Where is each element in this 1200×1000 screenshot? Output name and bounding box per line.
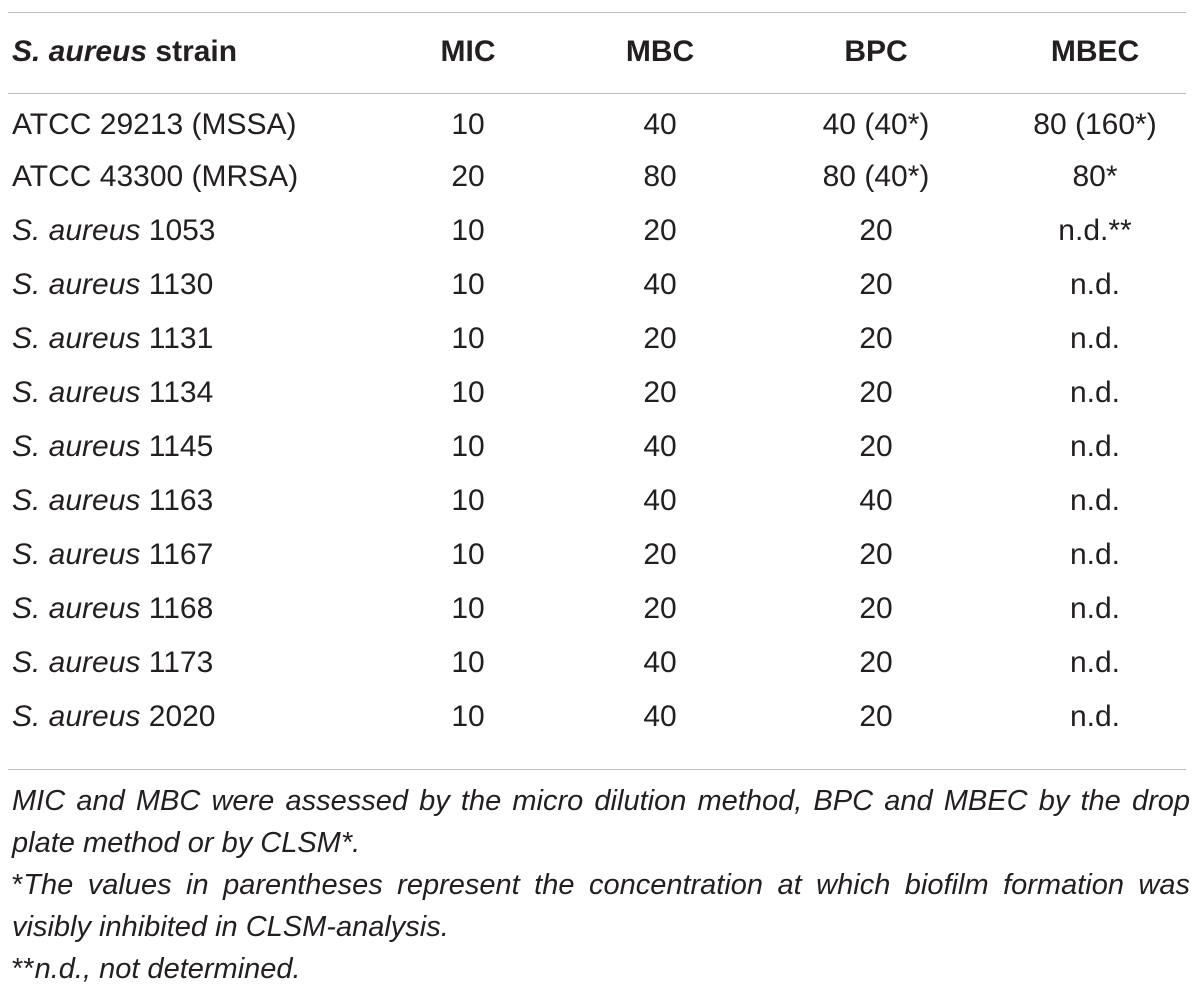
header-strain-word: strain [147,35,238,68]
strain-id: 1173 [140,646,214,679]
cell-mbc: 20 [643,538,677,571]
cell-bpc: 20 [859,214,893,247]
cell-strain [12,690,364,744]
cell-mic: 10 [451,430,485,463]
cell-mic: 10 [451,322,485,355]
header-mbec: MBEC [1050,35,1140,68]
cell-mbc: 20 [643,214,677,247]
cell-mbec: n.d. [1069,646,1121,679]
cell-mbec: n.d. [1069,268,1121,301]
cell-bpc: 40 (40*) [822,107,930,141]
cell-bpc: 20 [859,592,893,625]
cell-strain [12,150,364,204]
cell-mbc: 80 [643,160,677,193]
cell-mbc: 40 [643,484,677,517]
strain-id: 1145 [140,430,214,463]
cell-bpc: 20 [859,538,893,571]
strain-species: S. aureus [12,646,141,679]
cell-mic: 10 [451,592,485,625]
cell-mbec: n.d. [1069,538,1121,571]
cell-strain [12,258,364,312]
strain-id: 1053 [140,214,216,247]
table-header [12,22,1186,99]
header-row [12,22,1186,82]
strain-species: S. aureus [12,214,141,247]
cell-bpc: 20 [859,430,893,463]
strain-id: 1131 [140,322,214,355]
strain-id: 1163 [140,484,214,517]
cell-strain [12,366,364,420]
strain-species: S. aureus [12,268,141,301]
cell-mbec: n.d. [1069,430,1121,463]
cell-mbec: n.d.** [1058,214,1132,247]
footnote-methods: MIC and MBC were assessed by the micro dilution method, BPC and MBEC by the drop plate method or by CLSM*. [12,785,1190,859]
cell-mbec: n.d. [1069,700,1121,733]
cell-strain [12,420,364,474]
table-footnotes [12,780,1190,990]
header-mbc: MBC [625,35,695,68]
cell-bpc: 20 [859,322,893,355]
table-row [12,420,1186,474]
strain-id: 1130 [140,268,214,301]
cell-mic: 10 [451,107,485,141]
cell-bpc: 20 [859,700,893,733]
cell-mbc: 20 [643,322,677,355]
cell-mbec: n.d. [1069,376,1121,409]
cell-mbc: 40 [643,268,677,301]
cell-strain [12,474,364,528]
cell-mic: 10 [451,538,485,571]
cell-mbec: 80 (160*) [1033,107,1157,141]
cell-bpc: 20 [859,268,893,301]
strain-species: S. aureus [12,430,141,463]
table-row [12,528,1186,582]
footnote-nd [12,948,1190,990]
cell-mic: 10 [451,268,485,301]
cell-bpc: 40 [859,484,893,517]
cell-strain [12,99,364,150]
strain-species: S. aureus [12,376,141,409]
strain-id: 1167 [140,538,214,571]
table-row [12,150,1186,204]
cell-mbc: 40 [643,107,677,141]
strain-susceptibility-table [12,22,1186,744]
cell-mic: 10 [451,646,485,679]
header-strain [12,22,364,82]
strain-species: S. aureus [12,592,141,625]
table-top-rule [8,12,1186,13]
table-row [12,204,1186,258]
cell-bpc: 20 [859,646,893,679]
table-row [12,366,1186,420]
strain-id: ATCC 29213 (MSSA) [12,107,297,141]
table-row [12,474,1186,528]
footnote-parentheses-mark: * [12,869,24,901]
cell-strain [12,204,364,258]
table-row [12,690,1186,744]
footnote-nd-text: n.d., not determined. [34,953,301,985]
table-body [12,99,1186,744]
strain-id: ATCC 43300 (MRSA) [12,160,299,193]
cell-bpc: 20 [859,376,893,409]
cell-mbc: 40 [643,430,677,463]
footnote-nd-mark: ** [12,953,35,985]
cell-strain [12,582,364,636]
header-mic: MIC [440,35,496,68]
footnote-parentheses [12,864,1190,948]
strain-species: S. aureus [12,538,141,571]
table-row [12,312,1186,366]
cell-mic: 10 [451,700,485,733]
cell-mic: 10 [451,214,485,247]
header-strain-species: S. aureus [12,35,148,68]
strain-id: 1168 [140,592,214,625]
strain-id: 2020 [140,700,216,733]
strain-species: S. aureus [12,700,141,733]
strain-id: 1134 [140,376,214,409]
header-bpc: BPC [844,35,908,68]
cell-strain [12,636,364,690]
cell-mbc: 20 [643,592,677,625]
footnote-parentheses-text: The values in parentheses represent the concentration at which biofilm formation was visibly inhibited in CLSM-analysis. [12,869,1190,943]
cell-mbec: n.d. [1069,484,1121,517]
cell-strain [12,528,364,582]
cell-mbec: n.d. [1069,592,1121,625]
strain-species: S. aureus [12,322,141,355]
table-row [12,99,1186,150]
table-row [12,258,1186,312]
cell-bpc: 80 (40*) [822,160,930,193]
table-row [12,636,1186,690]
cell-mbec: n.d. [1069,322,1121,355]
cell-mbc: 40 [643,646,677,679]
cell-mic: 10 [451,484,485,517]
cell-mbc: 40 [643,700,677,733]
table-row [12,582,1186,636]
cell-mic: 10 [451,376,485,409]
table-bottom-rule [8,769,1186,770]
cell-mic: 20 [451,160,485,193]
header-spacer [12,82,1186,99]
cell-mbec: 80* [1072,160,1118,193]
cell-mbc: 20 [643,376,677,409]
strain-species: S. aureus [12,484,141,517]
cell-strain [12,312,364,366]
